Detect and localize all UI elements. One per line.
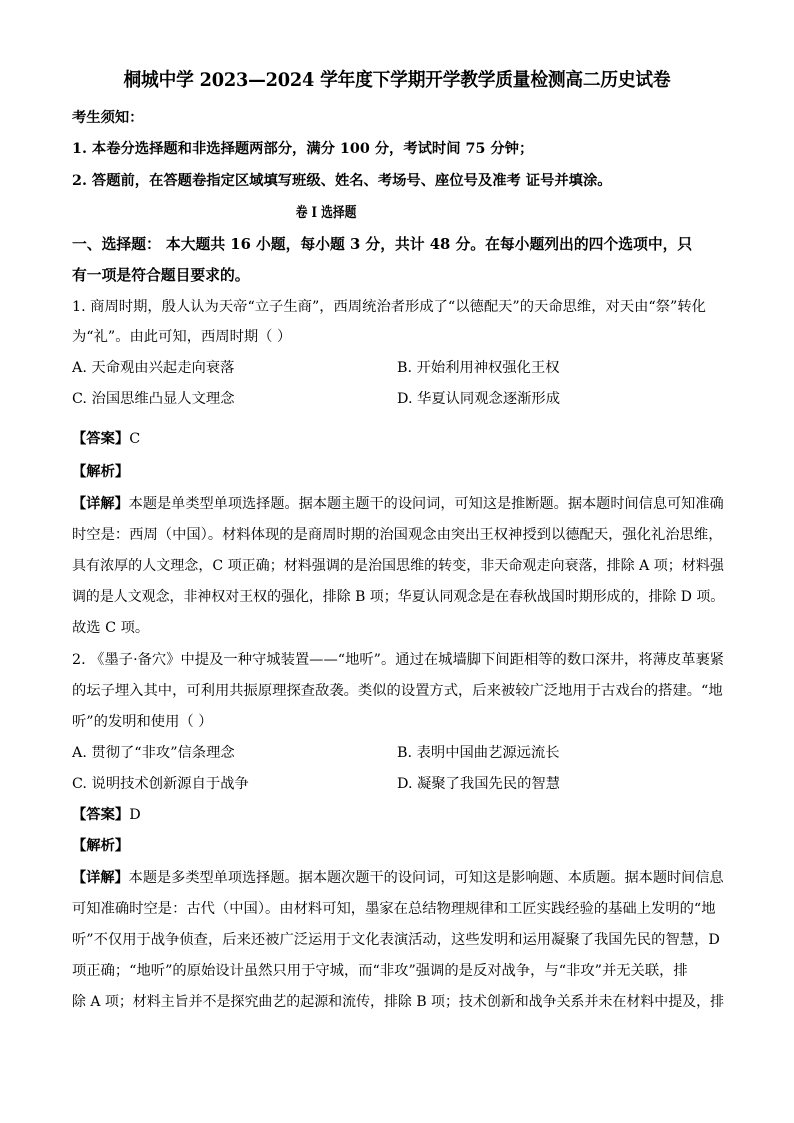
part-intro-line-2: 有一项是符合题目要求的。 bbox=[72, 267, 250, 284]
answer-tag: 【答案】 bbox=[72, 807, 130, 823]
answer-value: C bbox=[129, 431, 141, 447]
q1-option-d: D. 华夏认同观念逐渐形成 bbox=[397, 391, 561, 407]
q1-stem-line-1: 1. 商周时期，殷人认为天帝“立子生商”，西周统治者形成了“以德配天”的天命思维，对天由“祭”转化 bbox=[72, 299, 706, 315]
q2-stem-line-3: 听”的发明和使用（ ） bbox=[72, 714, 213, 730]
detail-tag: 【详解】 bbox=[72, 870, 129, 886]
q1-detail-line-5: 故选 C 项。 bbox=[72, 620, 150, 636]
q2-detail-line-1: 【详解】本题是多类型单项选择题。据本题次题干的设问词，可知这是影响题、本质题。据本题时间信息 bbox=[72, 870, 724, 886]
notice-item-1: 1. 本卷分选择题和非选择题两部分，满分 100 分，考试时间 75 分钟； bbox=[72, 141, 534, 157]
q2-answer bbox=[72, 805, 724, 825]
q1-stem-line-2: 为“礼”。由此可知，西周时期（ ） bbox=[72, 329, 292, 345]
exam-title: 桐城中学 2023—2024 学年度下学期开学教学质量检测高二历史试卷 bbox=[123, 70, 671, 91]
q2-option-b: B. 表明中国曲艺源远流长 bbox=[397, 745, 560, 761]
q1-option-b: B. 开始利用神权强化王权 bbox=[397, 360, 560, 376]
q2-option-d: D. 凝聚了我国先民的智慧 bbox=[397, 776, 561, 792]
notice-heading: 考生须知： bbox=[72, 110, 144, 126]
q2-option-c: C. 说明技术创新源自于战争 bbox=[72, 776, 249, 792]
q1-option-a: A. 天命观由兴起走向衰落 bbox=[72, 360, 235, 376]
q1-detail-line-1: 【详解】本题是单类型单项选择题。据本题主题干的设问词，可知这是推断题。据本题时间信息可知准确 bbox=[72, 496, 724, 512]
q2-option-a: A. 贯彻了“非攻”信条理念 bbox=[72, 745, 235, 761]
section-title: 卷 I 选择题 bbox=[295, 205, 357, 221]
notice-item-2: 2. 答题前，在答题卷指定区域填写班级、姓名、考场号、座位号及准考 证号并填涂。 bbox=[72, 173, 612, 189]
q1-option-c: C. 治国思维凸显人文理念 bbox=[72, 391, 235, 407]
q2-stem-line-1: 2. 《墨子·备穴》中提及一种守城装置——“地听”。通过在城墙脚下间距相等的数口深井，将薄皮革裹紧 bbox=[72, 652, 725, 668]
q1-detail-line-4: 调的是人文观念，非神权对王权的强化，排除 B 项；华夏认同观念是在春秋战国时期形成的，排除 D 项。 bbox=[72, 589, 725, 605]
q2-stem-line-2: 的坛子埋入其中，可利用共振原理探查敌袭。类似的设置方式，后来被较广泛地用于古戏台的搭建。“地 bbox=[72, 683, 723, 699]
q1-analysis-tag: 【解析】 bbox=[72, 464, 130, 480]
q2-detail-line-2: 可知准确时空是：古代（中国）。由材料可知，墨家在总结物理规律和工匠实践经验的基础上发明的“地 bbox=[72, 901, 716, 917]
q2-detail-line-5: 除 A 项；材料主旨并不是探究曲艺的起源和流传，排除 B 项；技术创新和战争关系并未在材料中提及，排 bbox=[72, 994, 725, 1010]
q2-detail-line-3: 听”不仅用于战争侦查，后来还被广泛运用于文化表演活动，这些发明和运用凝聚了我国先民的智慧，D bbox=[72, 932, 720, 948]
q2-detail-line-4: 项正确；“地听”的原始设计虽然只用于守城，而“非攻”强调的是反对战争，与“非攻”并无关联，排 bbox=[72, 963, 688, 979]
q1-detail-line-2: 时空是：西周（中国）。材料体现的是商周时期的治国观念由突出王权神授到以德配天，强化礼治思维， bbox=[72, 527, 723, 543]
part-intro-line-1: 一、选择题： 本大题共 16 小题，每小题 3 分，共计 48 分。在每小题列出的四个选项中，只 bbox=[72, 236, 693, 253]
answer-tag: 【答案】 bbox=[72, 431, 130, 447]
q1-detail-line-3: 具有浓厚的人文理念，C 项正确；材料强调的是治国思维的转变，非天命观走向衰落，排除 A 项；材料强 bbox=[72, 558, 724, 574]
q2-analysis-tag: 【解析】 bbox=[72, 838, 130, 854]
detail-tag: 【详解】 bbox=[72, 496, 129, 512]
answer-value: D bbox=[129, 807, 141, 823]
q1-answer bbox=[72, 429, 724, 449]
